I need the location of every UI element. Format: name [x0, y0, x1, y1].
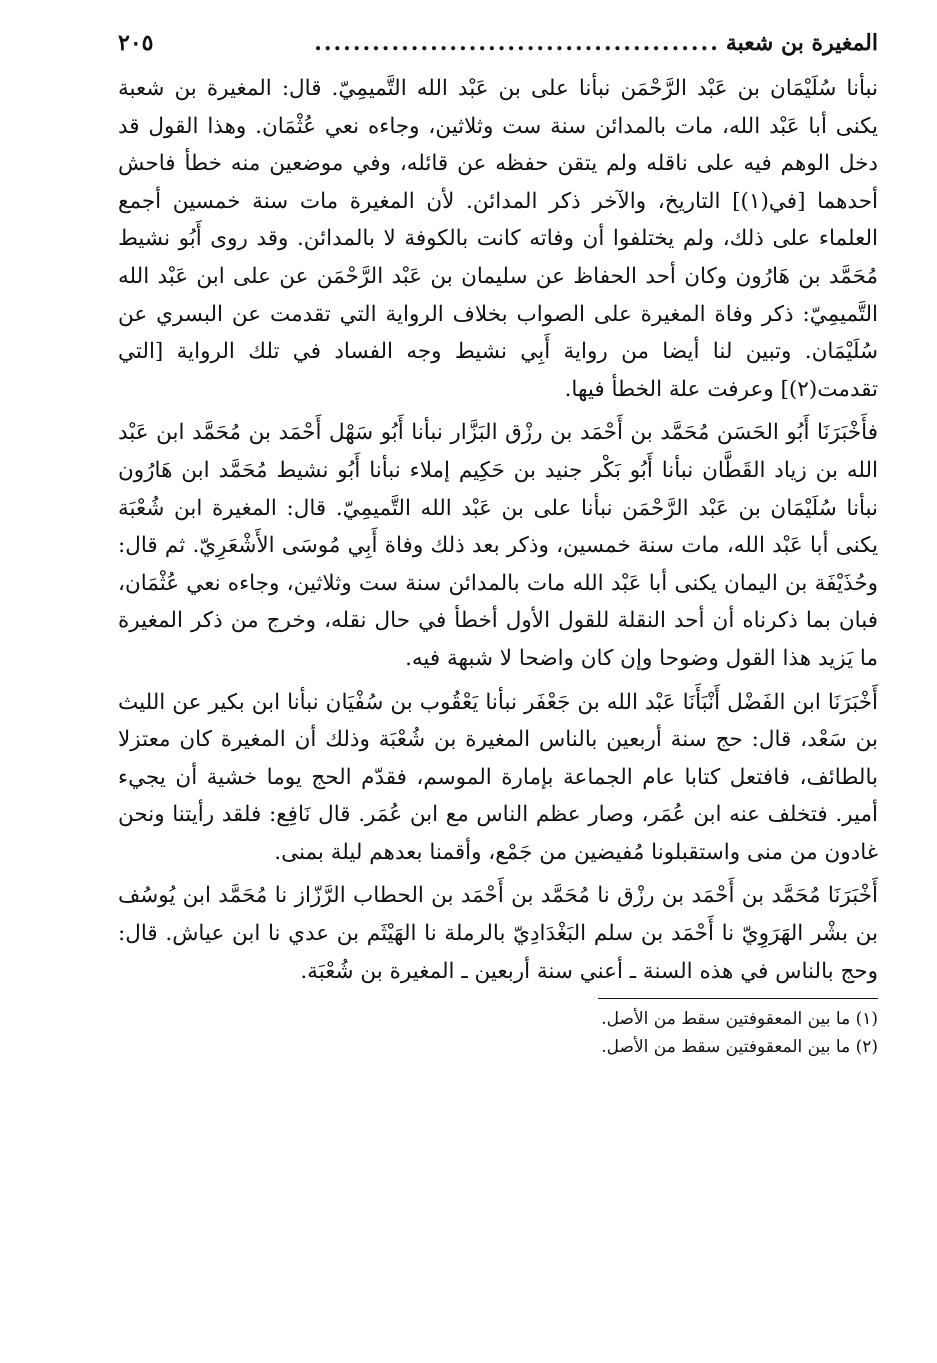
running-title: المغيرة بن شعبة — [725, 30, 878, 56]
footnote-divider — [598, 998, 878, 999]
paragraph-1: نبأنا سُلَيْمَان بن عَبْد الرَّحْمَن نبأنا على بن عَبْد الله التَّميمِيّ. قال: المغيرة بن شعبة يكنى أبا عَبْد الله، مات بالمدائن سنة ست وثلاثين، وجاءه نعي عُثْمَان. وهذا القول قد دخل الوهم فيه على ناقله ولم يتقن حفظه عن قائله، وفي موضعين منه خطأ فاحش أحدهما [في(١)] التاريخ، والآخر ذكر المدائن. لأن المغيرة مات سنة خمسين أجمع العلماء على ذلك، ولم يختلفوا أن وفاته كانت بالكوفة لا بالمدائن. وقد روى أَبُو نشيط مُحَمَّد بن هَارُون وكان أحد الحفاظ عن سليمان بن عَبْد الرَّحْمَن عن على ابن عَبْد الله التَّميمِيّ: ذكر وفاة المغيرة على الصواب بخلاف الرواية التي تقدمت عن البسري عن سُلَيْمَان. وتبين لنا أيضا من رواية أَبِي نشيط وجه الفساد في تلك الرواية [التي تقدمت(٢)] وعرفت علة الخطأ فيها. — [118, 76, 878, 402]
footnote-1: (١) ما بين المعقوفتين سقط من الأصل. — [601, 1009, 878, 1030]
header-dot-leader: .......................................... — [314, 30, 720, 56]
page — [118, 30, 878, 1061]
page-number: ٢٠٥ — [118, 30, 154, 56]
footnote-2: (٢) ما بين المعقوفتين سقط من الأصل. — [601, 1037, 878, 1058]
paragraph-3: أَخْبَرَنَا ابن الفَضْل أَنْبَأَنَا عَبْد الله بن جَعْفَر نبأنا يَعْقُوب بن سُفْيَان نبأنا ابن بكير عن الليث بن سَعْد، قال: حج سنة أربعين بالناس المغيرة بن شُعْبَة وذلك أن المغيرة كان معتزلا بالطائف، فافتعل كتابا عام الجماعة بإمارة الموسم، فقدّم الحج يوما خشية أن يجيء أمير. فتخلف عنه ابن عُمَر، وصار عظم الناس مع ابن عُمَر. قال نَافِع: فلقد رأيتنا ونحن غادون من منى واستقبلونا مُفيضين من جَمْع، وأقمنا بعدهم ليلة بمنى. — [118, 689, 878, 865]
footnotes — [118, 1005, 878, 1061]
page-header — [118, 30, 878, 70]
paragraph-4: أَخْبَرَنَا مُحَمَّد بن أَحْمَد بن رزْق نا مُحَمَّد بن أَحْمَد بن الحطاب الرَّزّاز نا مُحَمَّد ابن يُوسُف بن بشْر الهَرَوِيّ نا أَحْمَد بن سلم البَغْدَادِيّ بالرملة نا الهَيْثَم بن عدي نا ابن عياش. قال: وحج بالناس في هذه السنة ـ أعني سنة أربعين ـ المغيرة بن شُعْبَة. — [118, 883, 878, 984]
paragraph-2: فأَخْبَرَنَا أَبُو الحَسَن مُحَمَّد بن أَحْمَد بن رزْق البَزَّار نبأنا أَبُو سَهْل أَحْمَد بن مُحَمَّد ابن عَبْد الله بن زياد القَطَّان نبأنا أَبُو بَكْر جنيد بن حَكِيم إملاء نبأنا أَبُو نشيط مُحَمَّد ابن هَارُون نبأنا سُلَيْمَان بن عَبْد الرَّحْمَن نبأنا على بن عَبْد الله التَّميمِيّ. قال: المغيرة ابن شُعْبَة يكنى أبا عَبْد الله، مات سنة خمسين، وذكر بعد ذلك وفاة أَبِي مُوسَى الأَشْعَرِيّ. ثم قال: وحُذَيْفَة بن اليمان يكنى أبا عَبْد الله مات بالمدائن سنة ست وثلاثين، وجاءه نعي عُثْمَان، فبان بما ذكرناه أن أحد النقلة للقول الأول أخطأ في حال نقله، وخرج من ذكر المغيرة ما يَزيد هذا القول وضوحا وإن كان واضحا لا شبهة فيه. — [118, 420, 878, 671]
body-text — [118, 70, 878, 990]
